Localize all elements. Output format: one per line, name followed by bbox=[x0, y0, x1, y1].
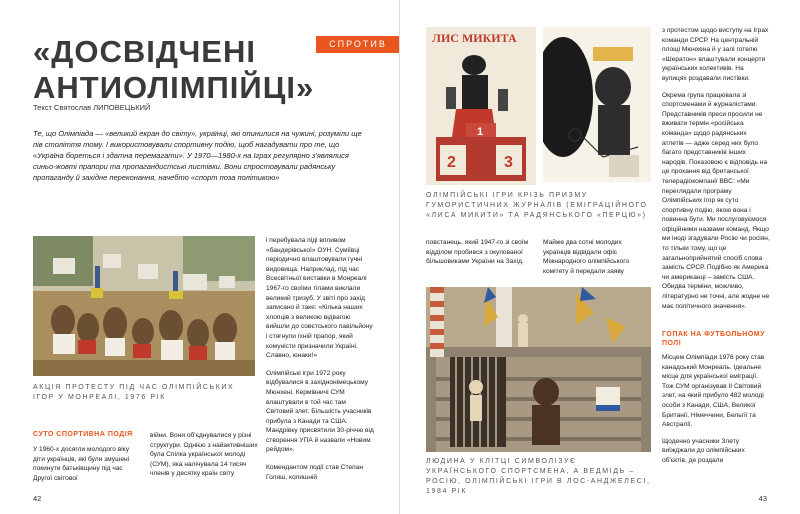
right-side-column bbox=[662, 26, 770, 311]
subhead-hopak: ГОПАК НА ФУТБОЛЬНОМУ ПОЛІ bbox=[662, 331, 765, 347]
left-column-3-text-2: Олімпійські ігри 1972 року відбувалися в західнонімецькому Мюнхені. Кермівничі СУМ влаштували в той час там Світовий злет. Більшість учасників прибула з Канади та США. Мандрівку присвятили 30-річчю від створення УПА й назвали «Новим рейдом». bbox=[266, 369, 374, 454]
right-page bbox=[400, 0, 800, 514]
author-name: Святослав ЛИПОВЕЦЬКИЙ bbox=[53, 103, 151, 112]
caricature-caption: ОЛІМПІЙСЬКІ ІГРИ КРІЗЬ ПРИЗМУ ГУМОРИСТИЧНИХ ЖУРНАЛІВ (ЕМІГРАЦІЙНОГО «ЛИСА МИКИТИ» ТА РАДЯНСЬКОГО «ПЕРЦЮ») bbox=[426, 192, 648, 219]
section-tag: СПРОТИВ bbox=[316, 36, 400, 53]
caricature-perets bbox=[543, 27, 651, 182]
side-text-1: з протестом щодо виступу на Іграх команди СРСР. На центральній площі Мюнхена й у залі готелю «Шератон» влаштували концерти українських колективів. На вулицях роздавали листівки. bbox=[662, 27, 769, 82]
right-column-a-text: повстанець, який 1947-го зі своїм відділом пробився з окупованої більшовиками України на Захід. bbox=[426, 239, 529, 266]
protest-photo-caption: АКЦІЯ ПРОТЕСТУ ПІД ЧАС ОЛІМПІЙСЬКИХ ІГОР У МОНРЕАЛІ, 1976 РІК bbox=[33, 384, 235, 401]
page-number-right: 43 bbox=[758, 494, 767, 503]
left-column-2-text: війни. Вони об'єднувалися у різні структури. Однією з найактивніших була Спілка української молоді (СУМ), яка налічувала 14 тисяч членів у десятку країн світу bbox=[150, 432, 258, 478]
title-line-2: АНТИОЛІМПІЙЦІ» bbox=[33, 70, 315, 105]
left-column-3-text-3: Комендантом події став Степан Голяш, колишній bbox=[266, 464, 364, 481]
left-column-3 bbox=[266, 236, 374, 482]
left-column-1-text: У 1960-х досягли молодого віку діти українців, які були змушені покинути батьківщину під час Другої світової bbox=[33, 446, 130, 482]
subhead-sport-event: СУТО СПОРТИВНА ПОДІЯ bbox=[33, 431, 133, 438]
cage-bear-photo bbox=[426, 287, 651, 452]
svg-text:2: 2 bbox=[447, 154, 456, 171]
cage-photo-caption: ЛЮДИНА У КЛІТЦІ СИМВОЛІЗУЄ УКРАЇНСЬКОГО СПОРТСМЕНА, А ВЕДМІДЬ – РОСІЮ, ОЛІМПІЙСЬКІ ІГРИ В ЛОС-АНДЖЕЛЕСІ, 1984 РІК bbox=[426, 458, 651, 495]
right-column-b-text: Майже два сотні молодих українців відвідали офіс Міжнародного олімпійського комітету й передали заяву bbox=[543, 239, 630, 275]
left-column-3-text-1: і перебувала піді впливом «бандерівської» ОУН. Суміївці періодично влаштовували гучні видовища. Наприклад, під час Всесвітньої виставки в Монреалі 1967-го своїми тілами виклали великий тризуб. У звіті про захід записано й таке: «Кілька наших хлопців з великою відвагою вийшли до совєтського павільйону і стягнули їхній прапор, який комуністи призначили Україні. Славно, юнаки!» bbox=[266, 237, 373, 360]
title-line-1: «ДОСВІДЧЕНІ bbox=[33, 34, 256, 69]
svg-text:1: 1 bbox=[477, 126, 484, 138]
author-prefix: Текст bbox=[33, 103, 54, 112]
author-line bbox=[33, 103, 150, 112]
page-number-left: 42 bbox=[33, 494, 42, 503]
right-side-column-2 bbox=[662, 353, 770, 466]
protest-photo bbox=[33, 236, 255, 376]
side-text-3: Місцем Олімпіади 1976 року став канадський Монреаль. Ідеальне місце для української еміграції. Тож СУМ організував II Світовий злет, на який прибуло 482 молоді особи з Канади, США, Великої Британії, Німеччини, Бельгії та Австралії. bbox=[662, 354, 765, 429]
side-text-2: Окрема група працювала зі спортсменами й журналістами. Представників преси просили не вживати термін «російська команда» щодо радянських атлетів — адже серед них було багато представників інших народів. Показовою є відповідь на це прохання від британської телерадіокомпанії BBC: «Ми переглядали програму Олімпійських ігор як суто спортивну подію, якою вона і повинна бути. Ми послуговуємося офіційними назвами команд. Якщо ми іноді згадували Росію чи росіян, то тільки тому, що це загальноприйнятий спосіб слова замість СРСР. Подібно як Америка чи американці – замість США. Обидва терміни, можливо, літературно не точні, але жодне не має політичного значення». bbox=[662, 91, 770, 310]
caricature-lys-mykyta bbox=[426, 27, 536, 185]
article-title bbox=[33, 34, 333, 106]
caricature-title: ЛИС МИКИТА bbox=[432, 31, 517, 45]
lead-paragraph: Те, що Олімпіада — «великий екран до світу», українці, які опинилися на чужині, розуміли ще пів століття тому. І використовували спортивну подію, щоб нагадувати про те, що «Україна бореться і здатна перемагати». У 1970—1980-х на Іграх регулярно з'являлися синьо-жовті прапори та пропагандистські листівки. Вони спростовували радянську пропаганду й західне переконання, начебто «спорт поза політикою» bbox=[33, 129, 362, 182]
svg-text:3: 3 bbox=[504, 154, 513, 171]
side-text-4: Щоденно учасники Злету виїжджали до олімпійських об'єктів, де роздали bbox=[662, 437, 745, 464]
